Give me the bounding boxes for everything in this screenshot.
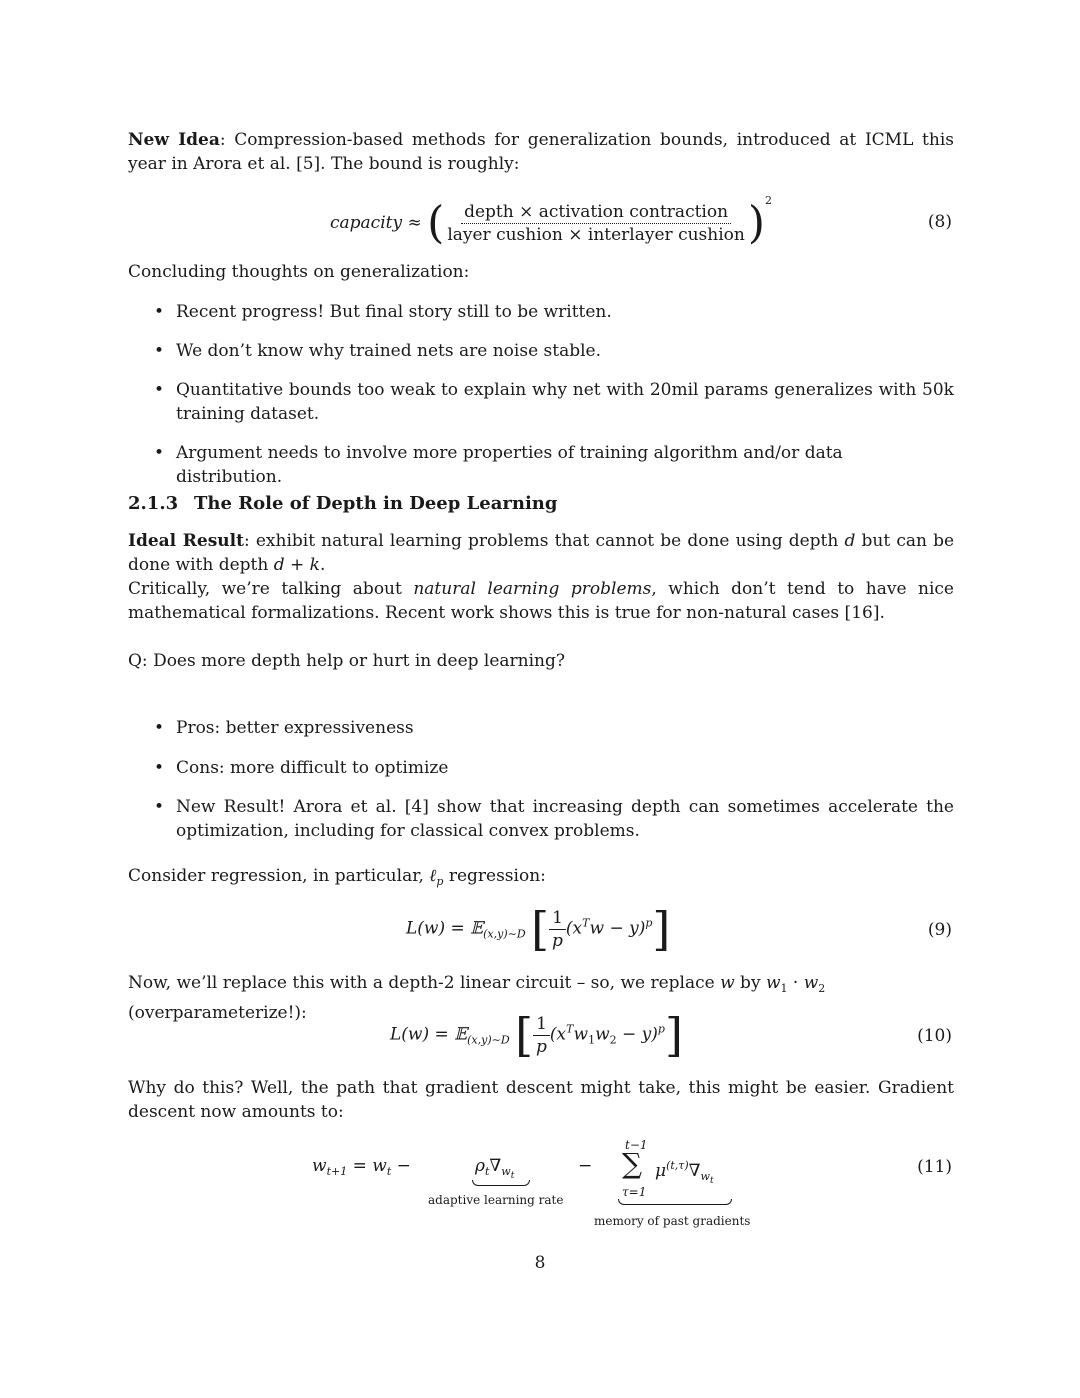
eq10-number: (10)	[917, 1026, 952, 1046]
eq10-body-b: w	[573, 1024, 589, 1045]
eq10-transpose: T	[566, 1022, 574, 1036]
eq10-fraction	[533, 1013, 550, 1058]
eq11-memory-brace	[618, 1199, 732, 1205]
replace-w2-sub: 2	[818, 982, 826, 995]
eq10-body-a: (x	[549, 1024, 567, 1045]
replace-w1-sub: 1	[780, 982, 788, 995]
eq8-numerator: depth × activation contraction	[461, 201, 731, 224]
eq9-number: (9)	[927, 920, 952, 940]
eq10-frac-num: 1	[533, 1013, 550, 1036]
eq11-nabla: ∇	[489, 1156, 502, 1176]
eq11-rho: ρ	[475, 1156, 485, 1176]
eq11-grad-w-2: w	[700, 1170, 710, 1183]
eq9-fraction	[549, 907, 566, 952]
eq10-body-d: − y)	[616, 1024, 658, 1045]
eq11-grad-t-2: t	[709, 1176, 714, 1186]
eq11-number: (11)	[917, 1157, 952, 1177]
eq11-w-sub: t+1	[326, 1165, 348, 1178]
bullet-marker: •	[154, 302, 165, 322]
critically-emphasis: natural learning problems	[413, 579, 652, 599]
regression-text-b: regression:	[443, 866, 546, 886]
concluding-bullet-3: Quantitative bounds too weak to explain why net with 20mil params generalizes with 50k training dataset.	[176, 380, 954, 424]
bullet-marker: •	[154, 718, 165, 738]
equation-9	[406, 902, 671, 956]
depth-bullet-1: Pros: better expressiveness	[176, 718, 414, 738]
question-paragraph: Q: Does more depth help or hurt in deep learning?	[128, 651, 566, 671]
new-idea-label: New Idea	[128, 130, 220, 150]
ideal-result-text-b: but can be done with depth	[128, 531, 955, 575]
concluding-intro: Concluding thoughts on generalization:	[128, 262, 470, 282]
eq9-frac-num: 1	[549, 907, 566, 930]
eq9-subscript: (x,y)∼D	[483, 927, 526, 941]
eq11-w: w	[312, 1156, 327, 1176]
ideal-result-paragraph	[128, 529, 954, 577]
eq9-body-a: (x	[565, 918, 583, 939]
eq8-left-paren: (	[427, 197, 445, 249]
regression-paragraph	[128, 864, 954, 894]
eq10-power: p	[657, 1022, 665, 1036]
regression-text-a: Consider regression, in particular,	[128, 866, 430, 886]
eq9-frac-den: p	[552, 930, 563, 951]
eq11-sum-bottom: τ=1	[622, 1185, 647, 1199]
page-number: 8	[534, 1253, 546, 1273]
eq9-body-b: w − y)	[589, 918, 646, 939]
replace-text-b: by	[734, 973, 766, 993]
eq11-lhs	[312, 1155, 411, 1183]
eq11-equals-w: = w	[347, 1156, 387, 1176]
critically-text-b: , which don’t tend to have nice mathematical formalizations. Recent work shows this is true for non-natural cases [16].	[128, 579, 954, 623]
replace-w1: w	[765, 973, 781, 993]
replace-w: w	[720, 973, 735, 993]
concluding-bullet-4: Argument needs to involve more properties of training algorithm and/or data distribution.	[176, 443, 843, 487]
eq11-minus-1: −	[391, 1156, 411, 1176]
eq9-transpose: T	[582, 916, 590, 930]
ell-subscript: p	[436, 875, 444, 888]
eq10-sub-2: 2	[609, 1033, 617, 1047]
eq10-left-bracket: [	[515, 1008, 534, 1062]
eq11-adaptive-label: adaptive learning rate	[428, 1193, 564, 1207]
bullet-marker: •	[154, 341, 165, 361]
eq9-lhs: L(w) = 𝔼	[406, 918, 484, 939]
new-idea-paragraph	[128, 128, 954, 176]
ideal-result-text-a: : exhibit natural learning problems that cannot be done using depth	[243, 531, 845, 551]
section-heading	[128, 492, 557, 516]
eq9-left-bracket: [	[531, 902, 550, 956]
concluding-bullet-2: We don’t know why trained nets are noise stable.	[176, 341, 602, 361]
eq11-mu-sup: (t,τ)	[666, 1159, 689, 1172]
eq10-lhs: L(w) = 𝔼	[390, 1024, 468, 1045]
eq9-power: p	[645, 916, 653, 930]
eq8-power: 2	[765, 194, 773, 207]
eq10-right-bracket: ]	[664, 1008, 683, 1062]
equation-8	[330, 190, 773, 249]
critically-paragraph	[128, 577, 954, 625]
replace-dot: ·	[787, 973, 804, 993]
eq8-lhs: capacity	[330, 213, 403, 233]
eq11-grad-w: w	[501, 1165, 511, 1178]
eq8-fraction	[444, 201, 748, 246]
eq11-memory-term	[655, 1155, 714, 1192]
why-paragraph: Why do this? Well, the path that gradient descent might take, this might be easier. Gradient descent now amounts to:	[128, 1078, 954, 1122]
bullet-marker: •	[154, 380, 165, 400]
eq8-denominator: layer cushion × interlayer cushion	[447, 225, 745, 245]
eq8-approx: ≈	[407, 213, 422, 233]
new-idea-text: : Compression-based methods for generalization bounds, introduced at ICML this year in Arora et al. [5]. The bound is roughly:	[128, 130, 954, 174]
depth-bullet-3: New Result! Arora et al. [4] show that increasing depth can sometimes accelerate the optimization, including for classical convex problems.	[176, 797, 954, 841]
depth-bullet-2: Cons: more difficult to optimize	[176, 758, 449, 778]
eq11-nabla-2: ∇	[688, 1161, 701, 1181]
bullet-marker: •	[154, 443, 165, 463]
var-d-plus-k: d + k	[273, 555, 320, 575]
bullet-marker: •	[154, 758, 165, 778]
eq11-mu: μ	[655, 1161, 667, 1181]
eq11-grad-t: t	[510, 1171, 515, 1181]
var-d: d	[844, 531, 856, 551]
eq10-body-c: w	[595, 1024, 610, 1045]
eq9-right-bracket: ]	[652, 902, 671, 956]
eq11-wt-sub: t	[386, 1165, 392, 1178]
ideal-result-label: Ideal Result	[128, 531, 244, 551]
eq10-sub-1: 1	[588, 1033, 596, 1047]
eq11-minus-2: −	[578, 1156, 593, 1176]
critically-text-a: Critically, we’re talking about	[128, 579, 414, 599]
eq11-sum-top: t−1	[625, 1138, 648, 1152]
eq11-adaptive-brace	[472, 1180, 530, 1186]
concluding-bullet-1: Recent progress! But final story still to be written.	[176, 302, 612, 322]
equation-10	[390, 1008, 683, 1062]
eq8-number: (8)	[927, 212, 952, 232]
eq8-right-paren: )	[747, 197, 766, 249]
eq11-sum-symbol: ∑	[622, 1147, 642, 1180]
eq10-subscript: (x,y)∼D	[467, 1033, 510, 1047]
bullet-marker: •	[154, 797, 165, 817]
ideal-result-text-c: .	[319, 555, 326, 575]
section-number: 2.1.3	[128, 493, 179, 514]
replace-text-a: Now, we’ll replace this with a depth-2 linear circuit – so, we replace	[128, 973, 721, 993]
eq11-rho-sub: t	[485, 1165, 490, 1178]
eq11-memory-label: memory of past gradients	[594, 1214, 751, 1228]
replace-text-c: (overparameterize!):	[128, 1003, 307, 1023]
eq10-frac-den: p	[536, 1036, 547, 1057]
ell-symbol: ℓ	[429, 866, 437, 886]
section-title: The Role of Depth in Deep Learning	[194, 493, 558, 514]
replace-w2: w	[803, 973, 819, 993]
